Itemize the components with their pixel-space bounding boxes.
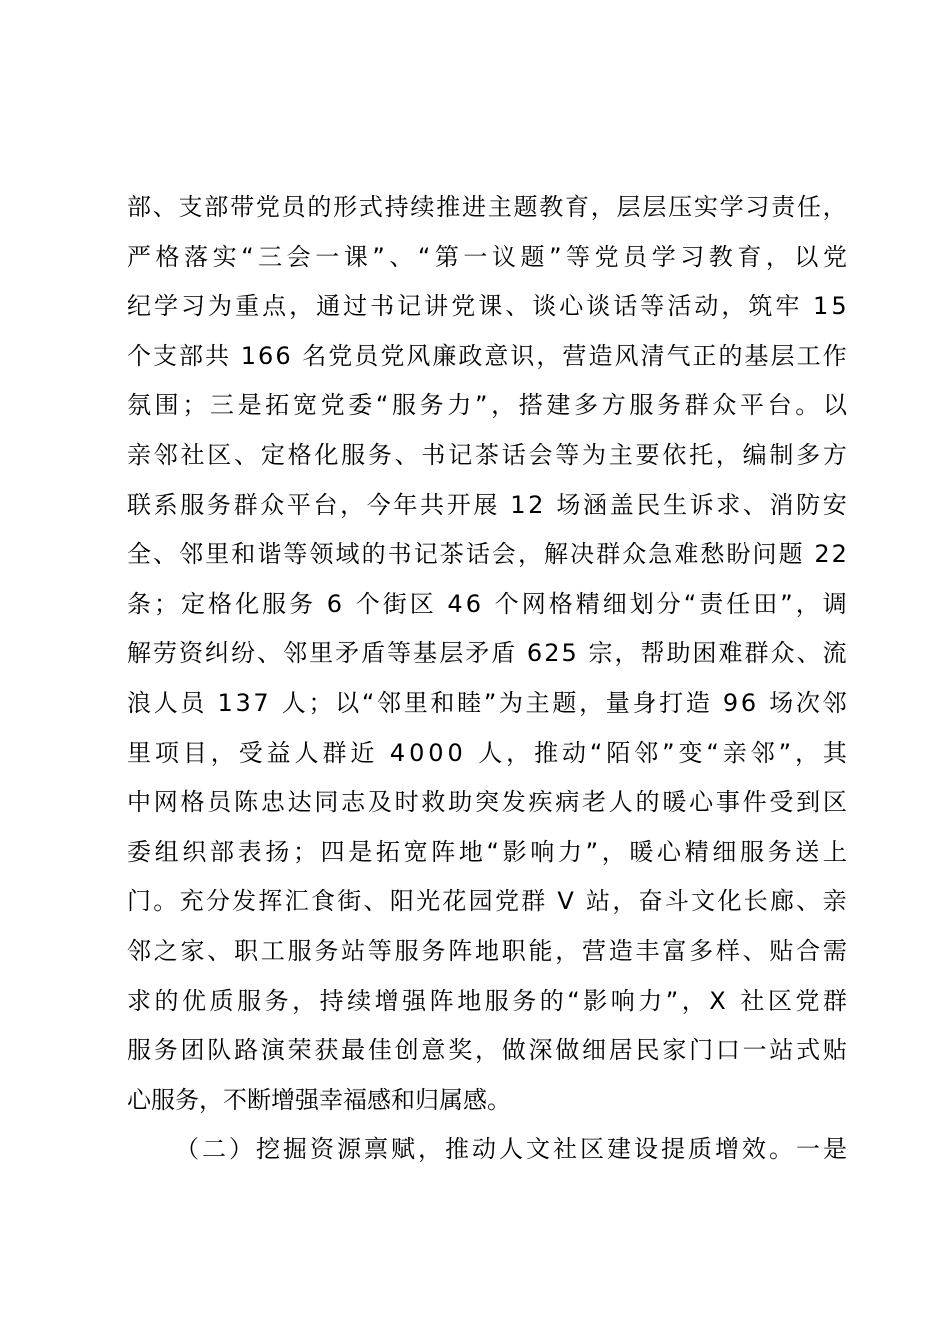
paragraph-end-line: 心服务，不断增强幸福感和归属感。 xyxy=(127,1085,511,1114)
text-line: 服 务 团 队 路 演 荣 获 最 佳 创 意 奖 ， 做 深 做 细 居 民 家 门 口 一 站 式 贴 xyxy=(127,1036,847,1065)
text-line: 门 。 充 分 发 挥 汇 食 街 、 阳 光 花 园 党 群 V 站 ， 奋 斗 文 化 长 廊 、 亲 xyxy=(127,887,847,916)
text-line: 邻 之 家 、 职 工 服 务 站 等 服 务 阵 地 职 能 ， 营 造 丰 富 多 样 、 贴 合 需 xyxy=(127,936,847,965)
text-line: 个 支 部 共 1 6 6 名 党 员 党 风 廉 政 意 识 ， 营 造 风 清 气 正 的 基 层 工 作 xyxy=(127,341,847,370)
text-line: 浪 人 员 1 3 7 人 ； 以 “ 邻 里 和 睦 ” 为 主 题 ， 量 身 打 造 9 6 场 次 邻 xyxy=(127,688,847,717)
text-line: 全 、 邻 里 和 谐 等 领 域 的 书 记 茶 话 会 ， 解 决 群 众 急 难 愁 盼 问 题 2 2 xyxy=(127,540,847,569)
text-line: 纪 学 习 为 重 点 ， 通 过 书 记 讲 党 课 、 谈 心 谈 话 等 活 动 ， 筑 牢 1 5 xyxy=(127,292,847,321)
text-line: 委 组 织 部 表 扬 ； 四 是 拓 宽 阵 地 “ 影 响 力 ” ， 暖 心 精 细 服 务 送 上 xyxy=(127,837,847,866)
text-line: 求 的 优 质 服 务 ， 持 续 增 强 阵 地 服 务 的 “ 影 响 力 ” ， X 社 区 党 群 xyxy=(127,986,847,1015)
text-line: 联 系 服 务 群 众 平 台 ， 今 年 共 开 展 1 2 场 涵 盖 民 生 诉 求 、 消 防 安 xyxy=(127,490,847,519)
text-line: 严 格 落 实 “ 三 会 一 课 ” 、 “ 第 一 议 题 ” 等 党 员 学 习 教 育 ， 以 党 xyxy=(127,242,847,271)
text-line: 里 项 目 ， 受 益 人 群 近 4 0 0 0 人 ， 推 动 “ 陌 邻 ” 变 “ 亲 邻 ” ， 其 xyxy=(127,738,847,767)
text-line: 氛 围 ； 三 是 拓 宽 党 委 “ 服 务 力 ” ， 搭 建 多 方 服 务 群 众 平 台 。 以 xyxy=(127,391,847,420)
section-heading-line: （ 二 ） 挖 掘 资 源 禀 赋 ， 推 动 人 文 社 区 建 设 提 质 增 效 。 一 是 xyxy=(175,1135,847,1164)
text-line: 条 ； 定 格 化 服 务 6 个 街 区 4 6 个 网 格 精 细 划 分 “ 责 任 田 ” ， 调 xyxy=(127,589,847,618)
text-line: 中 网 格 员 陈 忠 达 同 志 及 时 救 助 突 发 疾 病 老 人 的 暖 心 事 件 受 到 区 xyxy=(127,788,847,817)
text-line: 解 劳 资 纠 纷 、 邻 里 矛 盾 等 基 层 矛 盾 6 2 5 宗 ， 帮 助 困 难 群 众 、 流 xyxy=(127,639,847,668)
body-text xyxy=(127,183,847,1175)
text-line: 亲 邻 社 区 、 定 格 化 服 务 、 书 记 茶 话 会 等 为 主 要 依 托 ， 编 制 多 方 xyxy=(127,440,847,469)
text-line: 部 、 支 部 带 党 员 的 形 式 持 续 推 进 主 题 教 育 ， 层 层 压 实 学 习 责 任 ， xyxy=(127,193,847,221)
